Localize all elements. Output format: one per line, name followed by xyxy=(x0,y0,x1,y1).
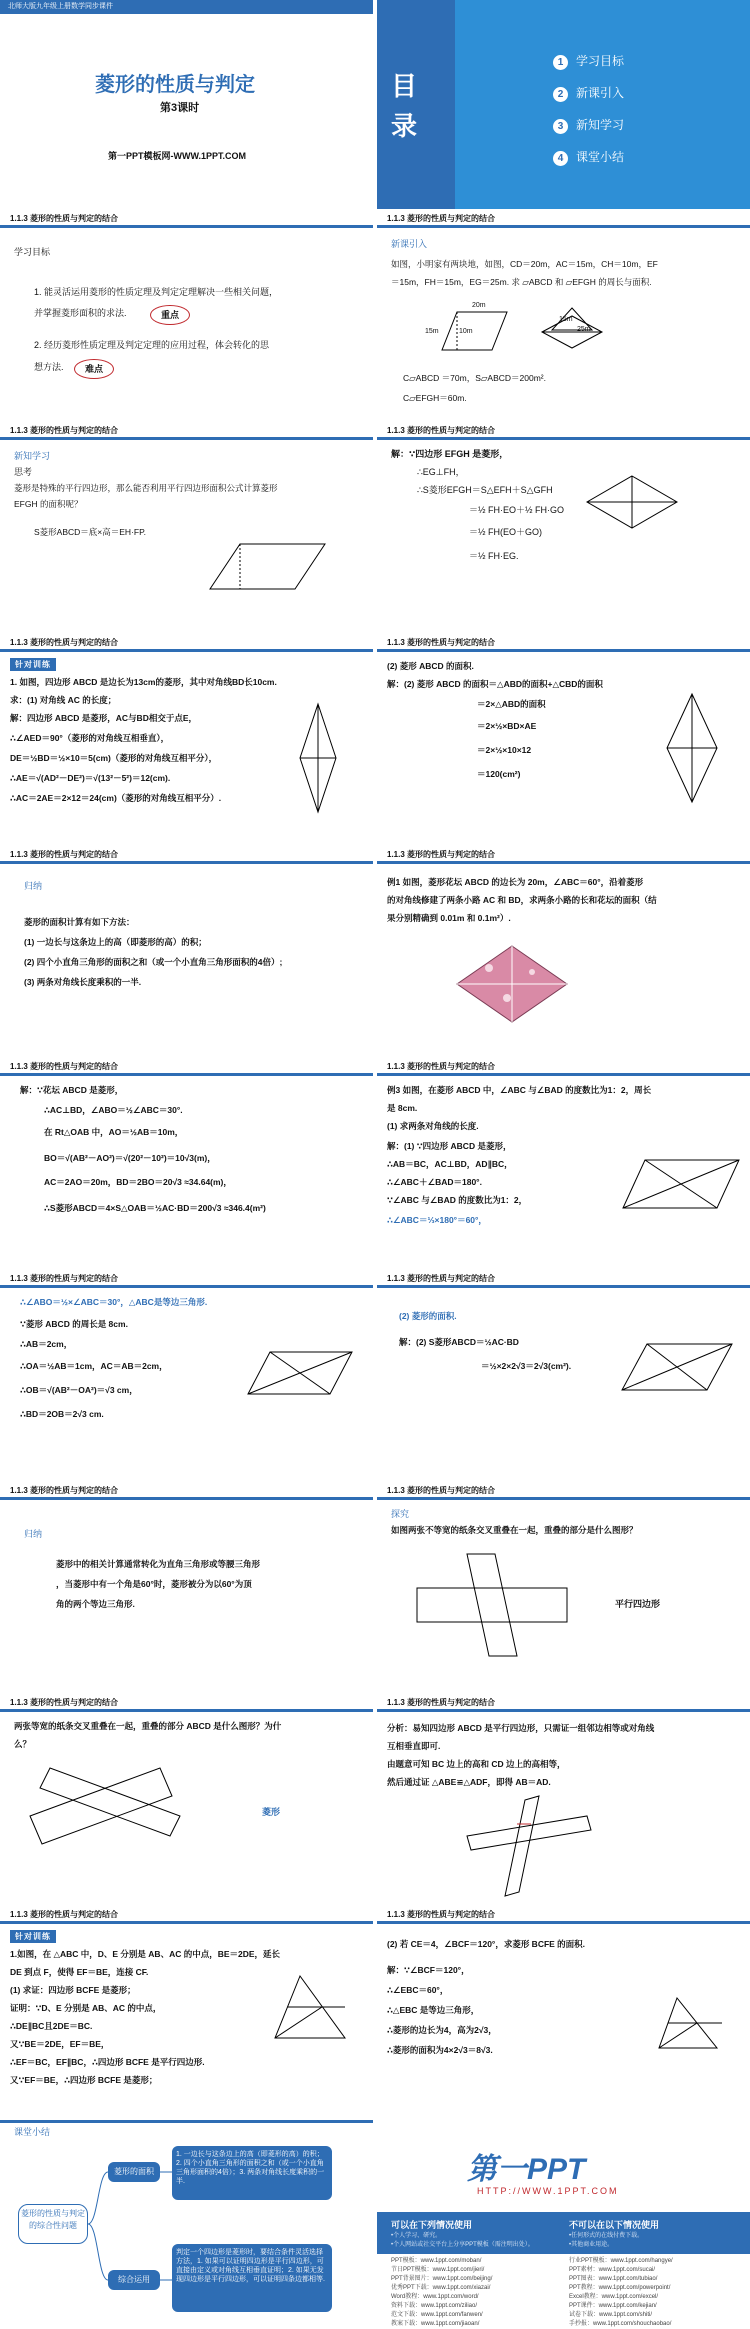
toc-item-1[interactable] xyxy=(553,52,624,70)
toc-label: 课堂小结 xyxy=(576,150,625,164)
example-text: 例3 如图，在菱形 ABCD 中，∠ABC 与∠BAD 的度数比为1：2，周长 xyxy=(387,1085,652,1095)
toc-title-top: 目 xyxy=(391,71,418,101)
slide-header: 1.1.3 菱形的性质与判定的结合 xyxy=(10,214,119,223)
paper-strips-figure xyxy=(377,1484,750,1693)
slide-header: 1.1.3 菱形的性质与判定的结合 xyxy=(10,1910,119,1919)
forbidden-note: •任何形式的在线付费下载。 •其他商业用途。 xyxy=(569,2233,644,2248)
example-text: 的对角线修建了两条小路 AC 和 BD，求两条小路的长和花坛的面积（结 xyxy=(387,895,657,905)
solution-line: ∴AC＝2AE＝2×12＝24(cm)（菱形的对角线互相平分）. xyxy=(10,793,222,803)
triangle-figure xyxy=(377,1908,750,2117)
problem-text: 1.如图，在 △ABC 中，D、E 分别是 AB、AC 的中点，BE＝2DE，延长 xyxy=(10,1949,281,1959)
paper-strips-figure xyxy=(0,1696,373,1905)
solution-line: DE＝½BD＝½×10＝5(cm)（菱形的对角线互相平分）， xyxy=(10,753,218,763)
solution-line: 解：四边形 ABCD 是菱形，AC与BD相交于点E， xyxy=(10,713,198,723)
toc-label: 学习目标 xyxy=(576,54,625,68)
example-text: (1) 求两条对角线的长度. xyxy=(387,1121,479,1131)
slide-header: 1.1.3 菱形的性质与判定的结合 xyxy=(387,1274,496,1283)
toc-num: 3 xyxy=(553,119,568,134)
answer-text: 菱形 xyxy=(262,1807,281,1817)
problem-text: (1) 求证：四边形 BCFE 是菱形； xyxy=(10,1985,136,1995)
toc-label: 新课引入 xyxy=(576,86,625,100)
solution-line: 又∵BE＝2DE，EF＝BE， xyxy=(10,2039,110,2049)
slide-analysis[interactable] xyxy=(377,1696,750,1905)
rhombus-figure xyxy=(0,424,373,633)
mindmap-root: 菱形的性质与判定的综合性问题 xyxy=(18,2204,88,2244)
solution-line: ＝2×½×BD×AE xyxy=(477,721,537,731)
solution-line: ∴∠ABC＋∠BAD＝180°. xyxy=(387,1177,482,1187)
slide-header: 1.1.3 菱形的性质与判定的结合 xyxy=(387,850,496,859)
problem-text: (2) 若 CE＝4，∠BCF＝120°，求菱形 BCFE 的面积. xyxy=(387,1939,586,1949)
mindmap-node-area: 菱形的面积 xyxy=(108,2162,160,2182)
resource-link[interactable]: PPT素材：www.1ppt.com/sucai/ xyxy=(569,2267,656,2273)
site-label: 第一PPT模板网-WWW.1PPT.COM xyxy=(108,151,246,161)
toc-num: 2 xyxy=(553,87,568,102)
resource-link[interactable]: PPT背景图片：www.1ppt.com/beijing/ xyxy=(391,2276,493,2282)
solution-line: ∴S菱形EFGH＝S△EFH＋S△GFH xyxy=(417,485,553,495)
fig-label: 20m xyxy=(472,302,486,309)
resource-link[interactable]: 手抄报：www.1ppt.com/shouchaobao/ xyxy=(569,2321,672,2327)
resource-link[interactable]: 试卷下载：www.1ppt.com/shiti/ xyxy=(569,2312,653,2318)
fig-label: 10m xyxy=(459,328,473,335)
fig-label: 25m xyxy=(577,326,591,333)
resource-link[interactable]: 范文下载：www.1ppt.com/fanwen/ xyxy=(391,2312,483,2318)
section-tag: 新知学习 xyxy=(14,451,51,461)
rhombus-abcd-figure xyxy=(377,636,750,845)
example-text: 是 8cm. xyxy=(387,1103,418,1113)
analysis-line: 由题意可知 BC 边上的高和 CD 边上的高相等， xyxy=(387,1759,566,1769)
solution-line: ∴EG⊥FH， xyxy=(417,467,465,477)
solution-line: ＝½ FH·EG. xyxy=(469,551,519,561)
solution-line: 解：(1) ∵四边形 ABCD 是菱形， xyxy=(387,1141,512,1151)
question-text: EFGH 的面积呢？ xyxy=(14,499,83,509)
section-tag: 归纳 xyxy=(24,881,43,891)
subtitle: 第3课时 xyxy=(160,102,200,114)
solution-line: ∴菱形的边长为4，高为2√3， xyxy=(387,2025,497,2035)
analysis-line: 分析：易知四边形 ABCD 是平行四边形，只需证一组邻边相等或对角线 xyxy=(387,1723,655,1733)
solution-line: ＝½ FH·EO＋½ FH·GO xyxy=(469,505,565,515)
question-text: 菱形是特殊的平行四边形，那么能否利用平行四边形面积公式计算菱形 xyxy=(14,483,278,493)
solution-line: 又∵EF＝BE，∴四边形 BCFE 是菱形； xyxy=(10,2075,158,2085)
cover-slide[interactable] xyxy=(0,0,373,209)
slide-example-3[interactable] xyxy=(377,1060,750,1269)
solution-line: ∴EF＝BC，EF∥BC，∴四边形 BCFE 是平行四边形. xyxy=(10,2057,205,2067)
solution-line: ∴∠ABC＝⅓×180°＝60°， xyxy=(387,1215,487,1225)
result-text: C▱ABCD ＝70m，S▱ABCD＝200m². xyxy=(403,373,546,383)
mindmap-detail-application: 判定一个四边形是菱形时，要结合条件灵活选择方法，1. 如果可以证明四边形是平行四边形，可直接由定义或对角线互相垂直证明；2. 如果无发现四边形是平行四边形，可以证明四条边都相等. xyxy=(172,2244,332,2312)
resource-link[interactable]: PPT教程：www.1ppt.com/powerpoint/ xyxy=(569,2285,671,2291)
resource-link[interactable]: Excel教程：www.1ppt.com/excel/ xyxy=(569,2294,659,2300)
allowed-note: •个人学习、研究。 •个人网站或社交平台上分享PPT模板（需注明出处）。 xyxy=(391,2233,534,2248)
resource-link[interactable]: 资料下载：www.1ppt.com/ziliao/ xyxy=(391,2303,478,2309)
slide-equal-strips[interactable] xyxy=(0,1696,373,1905)
solution-line: AC＝2AO＝20m，BD＝2BO＝20√3 ≈34.64(m)， xyxy=(44,1177,232,1187)
solution-line: ∴菱形的面积为4×2√3＝8√3. xyxy=(387,2045,493,2055)
solution-line: 在 Rt△OAB 中，AO＝½AB＝10m， xyxy=(44,1127,184,1137)
resource-link[interactable]: PPT模板：www.1ppt.com/moban/ xyxy=(391,2258,482,2264)
solution-line: ∴S菱形ABCD＝4×S△OAB＝½AC·BD＝200√3 ≈346.4(m²) xyxy=(44,1203,266,1213)
goal-text: 并掌握菱形面积的求法. xyxy=(34,308,127,318)
slide-header: 1.1.3 菱形的性质与判定的结合 xyxy=(387,214,496,223)
slide-explore[interactable] xyxy=(377,1484,750,1693)
area-formula: S菱形ABCD＝底×高＝EH·FP. xyxy=(34,527,147,537)
slide-class-summary[interactable] xyxy=(0,2120,373,2329)
problem-text: 求：(1) 对角线 AC 的长度； xyxy=(10,695,117,705)
problem-text: (2) 菱形 ABCD 的面积. xyxy=(387,661,474,671)
section-tag: 探究 xyxy=(391,1509,410,1519)
paper-strips-figure xyxy=(377,1696,750,1905)
solution-line: 证明：∵D、E 分别是 AB、AC 的中点， xyxy=(10,2003,162,2013)
solution-line: 解：∵四边形 EFGH 是菱形， xyxy=(391,449,509,459)
slide-example-3-cont[interactable] xyxy=(0,1272,373,1481)
slide-goals[interactable] xyxy=(0,212,373,421)
solution-line: ∴DE∥BC且2DE＝BC. xyxy=(10,2021,93,2031)
slide-header: 1.1.3 菱形的性质与判定的结合 xyxy=(10,1274,119,1283)
goal-text: 2. 经历菱形性质定理及判定定理的应用过程，体会转化的思 xyxy=(34,340,270,350)
solution-line: ∴∠EBC＝60°， xyxy=(387,1985,449,1995)
allowed-heading: 可以在下列情况使用 xyxy=(391,2220,473,2230)
solution-line: ∴△EBC 是等边三角形， xyxy=(387,2005,480,2015)
solution-line: ∵菱形 ABCD 的周长是 8cm. xyxy=(20,1319,128,1329)
summary-line: 角的两个等边三角形. xyxy=(56,1599,135,1609)
resource-link[interactable]: 教案下载：www.1ppt.com/jiaoan/ xyxy=(391,2321,480,2327)
section-tag: 新课引入 xyxy=(391,239,428,249)
slide-header: 1.1.3 菱形的性质与判定的结合 xyxy=(10,426,119,435)
page-title: 菱形的性质与判定 xyxy=(95,74,255,96)
section-tag: 归纳 xyxy=(24,1529,43,1539)
solution-line: ＝½×2×2√3＝2√3(cm²). xyxy=(481,1361,572,1371)
goals-heading: 学习目标 xyxy=(14,247,51,257)
solution-line: ∵∠ABC 与∠BAD 的度数比为1：2， xyxy=(387,1195,528,1205)
solution-line: ∴OA＝½AB＝1cm，AC＝AB＝2cm， xyxy=(20,1361,168,1371)
question-text: 如图两张不等宽的纸条交叉重叠在一起，重叠的部分是什么图形？ xyxy=(391,1525,638,1535)
slide-header: 1.1.3 菱形的性质与判定的结合 xyxy=(387,1486,496,1495)
slide-header: 1.1.3 菱形的性质与判定的结合 xyxy=(387,1698,496,1707)
flower-bed-figure xyxy=(377,848,750,1057)
slide-solution-area[interactable] xyxy=(377,424,750,633)
example-text: 例1 如图，菱形花坛 ABCD 的边长为 20m，∠ABC＝60°，沿着菱形 xyxy=(387,877,644,887)
analysis-line: 互相垂直即可. xyxy=(387,1741,441,1751)
solution-line: 解：∵∠BCF＝120°， xyxy=(387,1965,470,1975)
goal-text: 1. 能灵活运用菱形的性质定理及判定定理解决一些相关问题， xyxy=(34,287,279,297)
slide-header: 1.1.3 菱形的性质与判定的结合 xyxy=(387,426,496,435)
problem-text: ＝15m，FH＝15m，EG＝25m. 求 ▱ABCD 和 ▱EFGH 的周长与面积. xyxy=(391,277,652,287)
analysis-line: 然后通过证 △ABE≌△ADF，即得 AB＝AD. xyxy=(387,1777,551,1787)
resource-link[interactable]: PPT课件：www.1ppt.com/kejian/ xyxy=(569,2303,657,2309)
slide-practice-3-b[interactable] xyxy=(377,1908,750,2117)
summary-line: (1) 一边长与这条边上的高（即菱形的高）的积； xyxy=(24,937,207,947)
slide-summary-2[interactable] xyxy=(0,1484,373,1693)
solution-line: ∴AB＝2cm， xyxy=(20,1339,73,1349)
toc-label: 新知学习 xyxy=(576,118,625,132)
practice-tag: 针对训练 xyxy=(10,658,56,671)
link-list-left xyxy=(391,2257,492,2329)
slide-header: 1.1.3 菱形的性质与判定的结合 xyxy=(10,638,119,647)
result-text: C▱EFGH＝60m. xyxy=(403,393,467,403)
solution-line: 解：∵花坛 ABCD 是菱形， xyxy=(20,1085,124,1095)
slide-practice-1[interactable] xyxy=(0,636,373,845)
slide-summary-area[interactable] xyxy=(0,848,373,1057)
difficulty-badge: 难点 xyxy=(74,359,114,379)
practice-tag: 针对训练 xyxy=(10,1930,56,1943)
rhombus-abcd-figure xyxy=(0,1272,373,1481)
problem-text: (2) 菱形的面积. xyxy=(399,1311,457,1321)
toc-item-2[interactable] xyxy=(553,84,624,102)
slide-example-3-area[interactable] xyxy=(377,1272,750,1481)
solution-line: ＝½ FH(EO＋GO) xyxy=(469,527,543,537)
think-label: 思考 xyxy=(14,467,33,477)
mindmap-node-application: 综合运用 xyxy=(108,2270,160,2290)
rhombus-abcd-figure xyxy=(377,1060,750,1269)
solution-line: ∴BD＝2OB＝2√3 cm. xyxy=(20,1409,104,1419)
slide-header: 1.1.3 菱形的性质与判定的结合 xyxy=(387,1062,496,1071)
toc-slide[interactable] xyxy=(377,0,750,209)
slide-intro[interactable] xyxy=(377,212,750,421)
forbidden-heading: 不可以在以下情况使用 xyxy=(569,2220,660,2230)
slide-header: 1.1.3 菱形的性质与判定的结合 xyxy=(10,1698,119,1707)
solution-line: 解：(2) 菱形 ABCD 的面积＝△ABD的面积+△CBD的面积 xyxy=(387,679,603,689)
slide-header: 1.1.3 菱形的性质与判定的结合 xyxy=(10,1486,119,1495)
diamond-figure xyxy=(377,424,750,633)
solution-line: ∴∠AED＝90°（菱形的对角线互相垂直）， xyxy=(10,733,170,743)
question-text: 两张等宽的纸条交叉重叠在一起，重叠的部分 ABCD 是什么图形？为什 xyxy=(14,1721,282,1731)
problem-text: DE 到点 F，使得 EF＝BE，连接 CF. xyxy=(10,1967,149,1977)
fig-label: 15m xyxy=(559,316,573,323)
resource-link[interactable]: 节日PPT模板：www.1ppt.com/jieri/ xyxy=(391,2267,485,2273)
mindmap-detail-area: 1. 一边长与这条边上的高（即菱形的高）的积；2. 四个小直角三角形的面积之和（或一个小直角三角形面积的4倍）；3. 两条对角线长度乘积的一半. xyxy=(172,2146,332,2200)
solution-line: ∴AB＝BC，AC⊥BD，AD∥BC， xyxy=(387,1159,513,1169)
resource-link[interactable]: PPT图表：www.1ppt.com/tubiao/ xyxy=(569,2276,658,2282)
brand-logo: 第一PPT xyxy=(467,2153,586,2186)
slide-footer-branding[interactable] xyxy=(377,2120,750,2329)
brand-url[interactable]: HTTP://WWW.1PPT.COM xyxy=(477,2186,619,2196)
triangle-figure xyxy=(0,1908,373,2117)
slide-header: 1.1.3 菱形的性质与判定的结合 xyxy=(10,1062,119,1071)
solution-line: ∴AE＝√(AD²－DE²)＝√(13²－5²)＝12(cm). xyxy=(10,773,171,783)
resource-link[interactable]: 行业PPT模板：www.1ppt.com/hangye/ xyxy=(569,2258,673,2264)
answer-text: 平行四边形 xyxy=(615,1599,661,1609)
toc-num: 1 xyxy=(553,55,568,70)
publisher: 北师大版九年级上册数学同步课件 xyxy=(8,3,113,10)
slide-practice-3[interactable] xyxy=(0,1908,373,2117)
rhombus-abcd-figure xyxy=(0,636,373,845)
fig-label: 15m xyxy=(425,328,439,335)
solution-line: ∴∠ABO＝½×∠ABC＝30°，△ABC是等边三角形. xyxy=(20,1297,208,1307)
problem-text: 1. 如图，四边形 ABCD 是边长为13cm的菱形，其中对角线BD长10cm. xyxy=(10,677,277,687)
link-list-right xyxy=(569,2257,673,2329)
solution-line: ＝2×△ABD的面积 xyxy=(477,699,546,709)
solution-line: ＝2×½×10×12 xyxy=(477,745,532,755)
solution-line: ∴OB＝√(AB²－OA²)＝√3 cm， xyxy=(20,1385,138,1395)
problem-text: 如图，小明家有两块地，如图，CD＝20m，AC＝15m，CH＝10m，EF xyxy=(391,259,658,269)
goal-text: 想方法. xyxy=(34,362,64,372)
toc-item-3[interactable] xyxy=(553,116,624,134)
slide-example-1[interactable] xyxy=(377,848,750,1057)
toc-title-bottom: 录 xyxy=(391,111,418,141)
solution-line: BO＝√(AB²－AO²)＝√(20²－10²)＝10√3(m)， xyxy=(44,1153,216,1163)
slide-example-1-solution[interactable] xyxy=(0,1060,373,1269)
slide-header: 1.1.3 菱形的性质与判定的结合 xyxy=(387,1910,496,1919)
example-text: 果分别精确到 0.01m 和 0.1m²）. xyxy=(387,913,511,923)
summary-line: (2) 四个小直角三角形的面积之和（或一个小直角三角形面积的4倍）; xyxy=(24,957,283,967)
solution-line: ∴AC⊥BD，∠ABO＝½∠ABC＝30°. xyxy=(44,1105,183,1115)
slide-header: 1.1.3 菱形的性质与判定的结合 xyxy=(10,850,119,859)
slide-header: 1.1.3 菱形的性质与判定的结合 xyxy=(387,638,496,647)
toc-num: 4 xyxy=(553,151,568,166)
resource-link[interactable]: Word教程：www.1ppt.com/word/ xyxy=(391,2294,479,2300)
resource-link[interactable]: 优秀PPT下载：www.1ppt.com/xiazai/ xyxy=(391,2285,491,2291)
toc-item-4[interactable] xyxy=(553,148,624,166)
section-tag: 课堂小结 xyxy=(14,2127,51,2137)
slide-practice-2[interactable] xyxy=(377,636,750,845)
rhombus-abcd-figure xyxy=(377,1272,750,1481)
summary-line: (3) 两条对角线长度乘积的一半. xyxy=(24,977,142,987)
focus-badge: 重点 xyxy=(150,305,190,325)
summary-line: 菱形中的相关计算通常转化为直角三角形或等腰三角形 xyxy=(56,1559,261,1569)
summary-line: ，当菱形中有一个角是60°时，菱形被分为以60°为顶 xyxy=(56,1579,252,1589)
summary-line: 菱形的面积计算有如下方法： xyxy=(24,917,135,927)
solution-line: ＝120(cm²) xyxy=(477,769,521,779)
solution-line: 解：(2) S菱形ABCD＝½AC·BD xyxy=(399,1337,519,1347)
question-text: 么？ xyxy=(14,1739,32,1749)
slide-new-knowledge[interactable] xyxy=(0,424,373,633)
